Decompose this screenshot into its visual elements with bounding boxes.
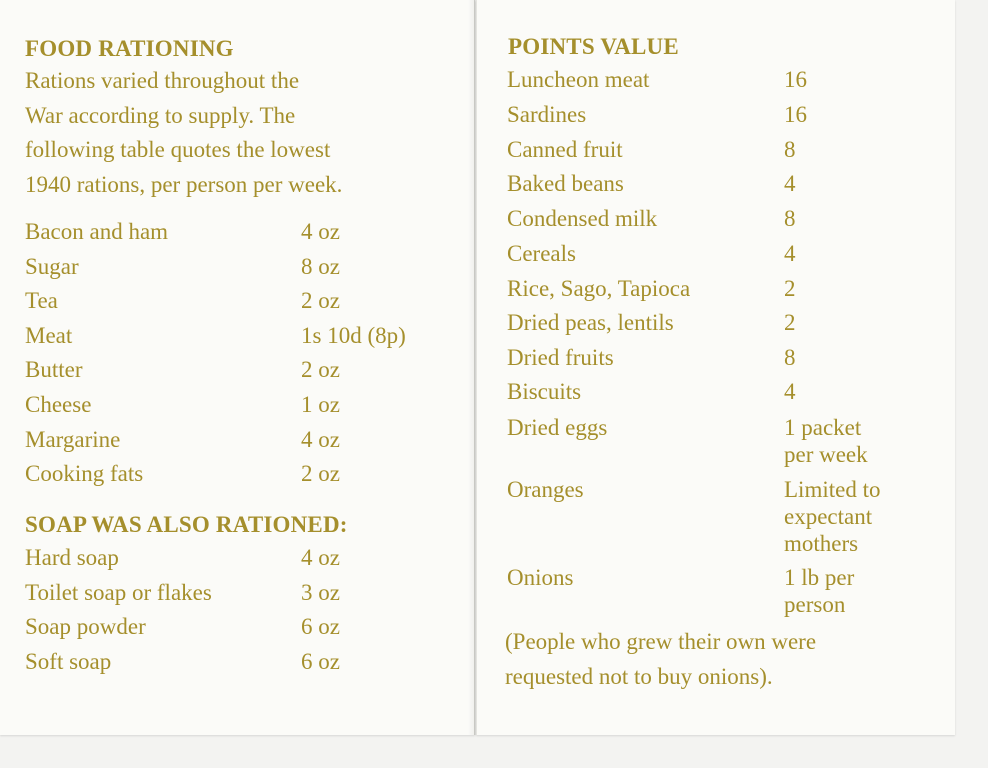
points-item-name: Canned fruit <box>507 137 623 162</box>
points-item-value: 4 <box>784 241 796 266</box>
points-item-value: 8 <box>784 137 796 162</box>
points-item-name: Sardines <box>507 102 587 127</box>
right-page <box>476 0 955 735</box>
food-row <box>25 252 465 287</box>
food-name: Cooking fats <box>25 461 144 487</box>
soap-heading: SOAP WAS ALSO RATIONED: <box>25 512 348 537</box>
points-item-value: 16 <box>784 102 807 127</box>
food-name: Cheese <box>25 391 92 417</box>
food-amount: 1s 10d (8p) <box>301 322 406 348</box>
intro-line: Rations varied throughout the <box>25 68 300 93</box>
intro-line: War according to supply. The <box>25 102 296 128</box>
soap-name: Toilet soap or flakes <box>25 579 212 605</box>
food-amount: 8 oz <box>301 253 340 279</box>
points-item-value: 4 <box>784 379 796 404</box>
onions-note <box>505 624 816 694</box>
intro-line: 1940 rations, per person per week. <box>25 171 343 197</box>
food-row <box>25 425 465 460</box>
points-value-heading: POINTS VALUE <box>508 34 679 59</box>
soap-ration-table <box>25 543 465 681</box>
food-row <box>25 217 465 252</box>
points-item-value: 8 <box>784 206 796 231</box>
food-row <box>25 459 465 494</box>
soap-name: Soap powder <box>25 614 146 640</box>
food-name: Bacon and ham <box>25 219 169 244</box>
food-name: Tea <box>25 288 58 314</box>
food-row <box>25 355 465 390</box>
note-line: requested not to buy onions). <box>505 664 773 689</box>
soap-amount: 3 oz <box>301 579 340 605</box>
points-item-name: Onions <box>507 565 574 590</box>
food-ration-table <box>25 217 465 494</box>
soap-row <box>25 647 465 682</box>
soap-name: Hard soap <box>25 545 119 570</box>
food-name: Butter <box>25 357 83 383</box>
soap-row <box>25 543 465 578</box>
points-item-name: Dried peas, lentils <box>507 310 674 335</box>
points-item-name: Baked beans <box>507 171 624 196</box>
points-item-value: 1 packet per week <box>784 415 868 467</box>
points-item-value: 4 <box>784 171 796 196</box>
points-item-value: 2 <box>784 310 796 335</box>
food-name: Sugar <box>25 253 79 279</box>
food-name: Margarine <box>25 426 121 452</box>
intro-line: following table quotes the lowest <box>25 137 331 162</box>
food-amount: 2 oz <box>301 357 340 383</box>
points-item-value: 2 <box>784 276 796 301</box>
points-item-name: Luncheon meat <box>507 67 650 92</box>
points-item-name: Cereals <box>507 241 576 266</box>
points-item-value: 8 <box>784 345 796 370</box>
points-item-name: Oranges <box>507 477 584 502</box>
note-line: (People who grew their own were <box>505 629 817 654</box>
intro-paragraph <box>25 64 342 202</box>
food-amount: 1 oz <box>301 391 340 417</box>
left-page <box>0 0 475 735</box>
food-rationing-heading: FOOD RATIONING <box>25 36 234 61</box>
points-item-name: Biscuits <box>507 379 582 404</box>
food-amount: 4 oz <box>301 219 340 244</box>
soap-row <box>25 612 465 647</box>
points-item-value: Limited to expectant mothers <box>784 477 881 556</box>
soap-row <box>25 578 465 613</box>
points-item-name: Condensed milk <box>507 206 658 231</box>
points-item-name: Dried eggs <box>507 415 608 440</box>
points-item-value: 1 lb per person <box>784 565 855 617</box>
food-amount: 4 oz <box>301 426 340 452</box>
food-amount: 2 oz <box>301 288 340 314</box>
points-item-name: Rice, Sago, Tapioca <box>507 276 691 301</box>
points-item-value: 16 <box>784 67 807 92</box>
food-row <box>25 390 465 425</box>
food-amount: 2 oz <box>301 461 340 487</box>
soap-name: Soft soap <box>25 648 112 674</box>
food-name: Meat <box>25 322 73 348</box>
soap-amount: 6 oz <box>301 614 340 640</box>
food-row <box>25 286 465 321</box>
soap-amount: 4 oz <box>301 545 340 570</box>
soap-amount: 6 oz <box>301 648 340 674</box>
points-item-name: Dried fruits <box>507 345 614 370</box>
food-row <box>25 321 465 356</box>
